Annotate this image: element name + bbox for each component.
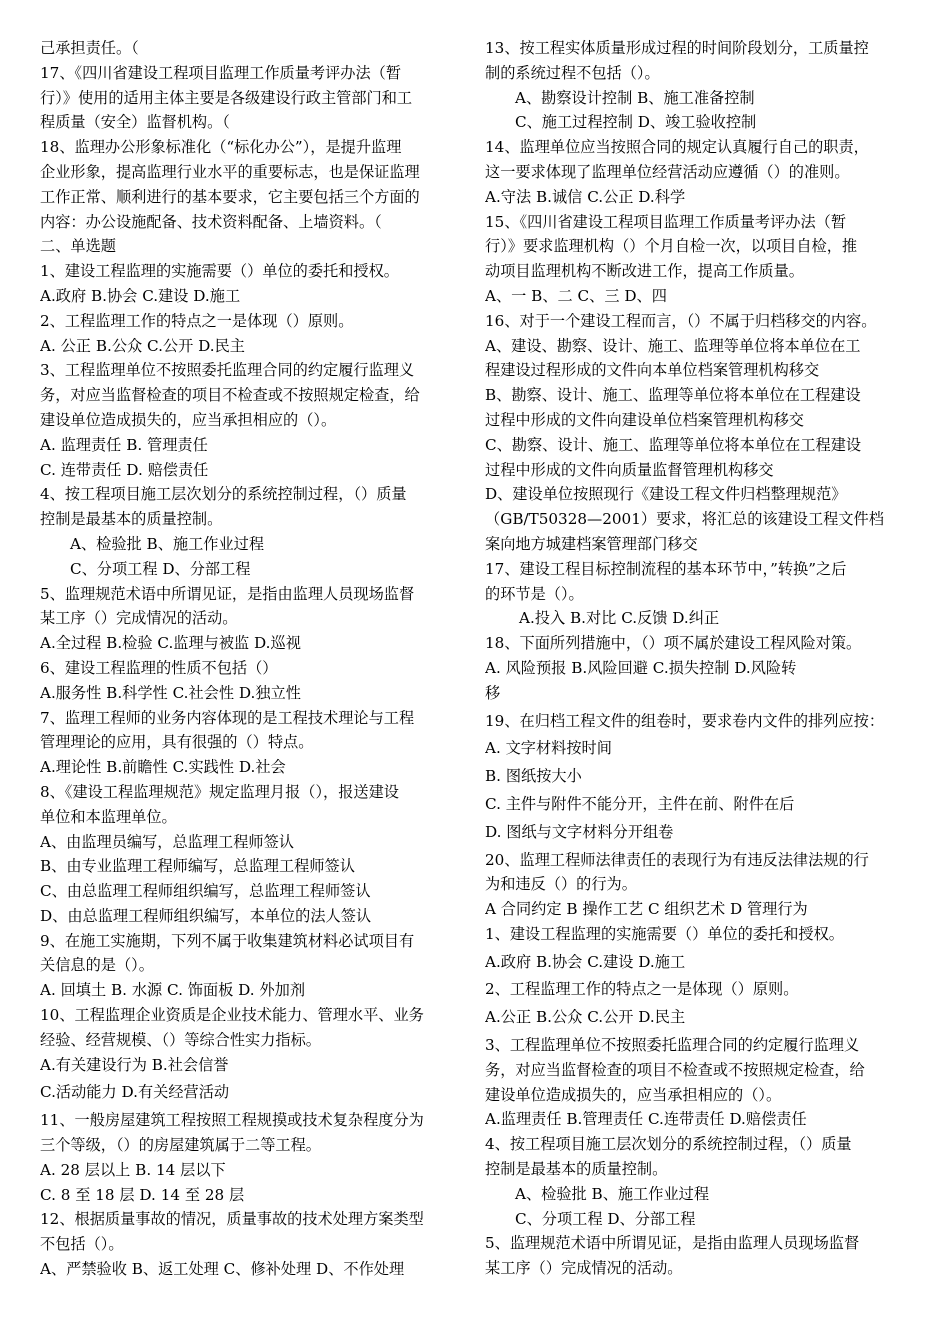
- text-line: 14、监理单位应当按照合同的规定认真履行自己的职责，: [485, 138, 869, 157]
- text-line: A.监理责任 B.管理责任 C.连带责任 D.赔偿责任: [485, 1110, 807, 1129]
- text-line: 18、监理办公形象标准化（“标化办公”），是提升监理: [40, 138, 402, 157]
- text-line: 9、在施工实施期，下列不属于收集建筑材料必试项目有: [40, 931, 415, 950]
- text-line: 务，对应当监督检查的项目不检查或不按照规定检查，给: [485, 1060, 865, 1079]
- text-line: 建设单位造成损失的，应当承担相应的（）。: [485, 1085, 782, 1104]
- text-line: 三个等级，（）的房屋建筑属于二等工程。: [40, 1136, 321, 1155]
- text-line: A.服务性 B.科学性 C.社会性 D.独立性: [40, 683, 301, 702]
- right-column: [485, 36, 921, 1281]
- text-line: 4、按工程项目施工层次划分的系统控制过程，（）质量: [485, 1135, 852, 1154]
- text-line: 内容：办公设施配备、技术资料配备、上墙资料。（: [40, 212, 382, 231]
- text-line: 的环节是（）。: [485, 584, 584, 603]
- text-line: 某工序（）完成情况的活动。: [40, 609, 238, 628]
- text-line: A. 公正 B.公众 C.公开 D.民主: [40, 336, 245, 355]
- text-line: 8、《建设工程监理规范》规定监理月报（），报送建设: [40, 782, 399, 801]
- text-line: A.政府 B.协会 C.建设 D.施工: [485, 952, 686, 971]
- text-line: C、勘察、设计、施工、监理等单位将本单位在工程建设: [485, 435, 862, 454]
- text-line: 某工序（）完成情况的活动。: [485, 1259, 683, 1278]
- text-line: 1、建设工程监理的实施需要（）单位的委托和授权。: [485, 924, 844, 943]
- text-line: （GB/T50328—2001）要求，将汇总的该建设工程文件档: [485, 510, 884, 529]
- text-line: 15、《四川省建设工程项目监理工作质量考评办法（暂: [485, 212, 847, 231]
- text-line: 5、监理规范术语中所谓见证，是指由监理人员现场监督: [40, 584, 415, 603]
- text-line: 1、建设工程监理的实施需要（）单位的委托和授权。: [40, 262, 399, 281]
- text-line: A. 监理责任 B. 管理责任: [40, 435, 208, 454]
- text-line: 11、一般房屋建筑工程按照工程规摸或技术复杂程度分为: [40, 1111, 424, 1130]
- text-line: 管理理论的应用，具有很强的（）特点。: [40, 733, 314, 752]
- text-line: 行）》要求监理机构（）个月自检一次，以项目自检，推: [485, 237, 858, 256]
- text-line: A、检验批 B、施工作业过程: [70, 534, 265, 553]
- text-line: A.投入 B.对比 C.反馈 D.纠正: [519, 609, 720, 628]
- text-line: 16、对于一个建设工程而言，（）不属于归档移交的内容。: [485, 311, 877, 330]
- text-line: 经验、经营规模、（）等综合性实力指标。: [40, 1030, 321, 1049]
- text-line: 过程中形成的文件向建设单位档案管理机构移交: [485, 410, 804, 429]
- text-line: 10、工程监理企业资质是企业技术能力、管理水平、业务: [40, 1006, 424, 1025]
- text-line: A. 回填土 B. 水源 C. 饰面板 D. 外加剂: [40, 981, 306, 1000]
- text-line: A. 28 层以上 B. 14 层以下: [40, 1160, 226, 1179]
- text-line: 控制是最基本的质量控制。: [40, 510, 223, 529]
- text-line: C. 连带责任 D. 赔偿责任: [40, 460, 209, 479]
- text-line: D、由总监理工程师组织编写，本单位的法人签认: [40, 906, 372, 925]
- left-column: [40, 36, 466, 1282]
- text-line: 制的系统过程不包括（）。: [485, 63, 660, 82]
- text-line: 6、建设工程监理的性质不包括（）: [40, 658, 278, 677]
- text-line: C.活动能力 D.有关经营活动: [40, 1083, 230, 1102]
- text-line: 19、在归档工程文件的组卷时，要求卷内文件的排列应按：: [485, 711, 885, 730]
- text-line: B. 图纸按大小: [485, 767, 582, 786]
- text-line: 行）》使用的适用主体主要是各级建设行政主管部门和工: [40, 88, 413, 107]
- text-line: 关信息的是（）。: [40, 956, 154, 975]
- text-line: C. 主件与附件不能分开，主件在前、附件在后: [485, 794, 795, 813]
- text-line: A、检验批 B、施工作业过程: [515, 1184, 710, 1203]
- text-line: A、由监理员编写，总监理工程师签认: [40, 832, 294, 851]
- text-line: 这一要求体现了监理单位经营活动应遵循（）的准则。: [485, 162, 850, 181]
- text-line: C、施工过程控制 D、竣工验收控制: [515, 113, 757, 132]
- text-line: 20、监理工程师法律责任的表现行为有违反法律法规的行: [485, 850, 869, 869]
- text-line: 移: [485, 683, 501, 702]
- text-line: A、勘察设计控制 B、施工准备控制: [515, 88, 755, 107]
- text-line: C、由总监理工程师组织编写，总监理工程师签认: [40, 882, 371, 901]
- text-line: 17、建设工程目标控制流程的基本环节中，”转换”之后: [485, 559, 847, 578]
- text-line: A.全过程 B.检验 C.监理与被监 D.巡视: [40, 634, 301, 653]
- text-line: 工作正常、顺利进行的基本要求，它主要包括三个方面的: [40, 187, 420, 206]
- text-line: A.理论性 B.前瞻性 C.实践性 D.社会: [40, 758, 286, 777]
- text-line: A、严禁验收 B、返工处理 C、修补处理 D、不作处理: [40, 1260, 405, 1279]
- text-line: 企业形象，提高监理行业水平的重要标志，也是保证监理: [40, 162, 420, 181]
- text-line: 己承担责任。（: [40, 39, 139, 57]
- text-line: 5、监理规范术语中所谓见证，是指由监理人员现场监督: [485, 1234, 860, 1253]
- text-line: 3、工程监理单位不按照委托监理合同的约定履行监理义: [485, 1036, 860, 1055]
- text-line: 程质量（安全）监督机构。（: [40, 113, 230, 132]
- text-line: A.政府 B.协会 C.建设 D.施工: [40, 286, 241, 305]
- text-line: 单位和本监理单位。: [40, 807, 177, 826]
- text-line: 不包括（）。: [40, 1235, 124, 1254]
- text-line: 2、工程监理工作的特点之一是体现（）原则。: [485, 980, 799, 999]
- text-line: B、勘察、设计、施工、监理等单位将本单位在工程建设: [485, 386, 861, 405]
- text-line: A.公正 B.公众 C.公开 D.民主: [485, 1008, 686, 1027]
- text-line: 13、按工程实体质量形成过程的时间阶段划分，工质量控: [485, 39, 869, 57]
- text-line: 二、单选题: [40, 237, 116, 256]
- text-line: 为和违反（）的行为。: [485, 875, 637, 894]
- text-line: 控制是最基本的质量控制。: [485, 1160, 668, 1179]
- text-line: D、建设单位按照现行《建设工程文件归档整理规范》: [485, 485, 847, 504]
- text-line: 2、工程监理工作的特点之一是体现（）原则。: [40, 311, 354, 330]
- text-line: 过程中形成的文件向质量监督管理机构移交: [485, 460, 774, 479]
- text-line: 案向地方城建档案管理部门移交: [485, 534, 698, 553]
- text-line: 12、根据质量事故的情况，质量事故的技术处理方案类型: [40, 1210, 424, 1229]
- text-line: 3、工程监理单位不按照委托监理合同的约定履行监理义: [40, 361, 415, 380]
- text-line: A.有关建设行为 B.社会信誉: [40, 1055, 229, 1074]
- text-line: 7、监理工程师的业务内容体现的是工程技术理论与工程: [40, 708, 415, 727]
- text-line: 务，对应当监督检查的项目不检查或不按照规定检查，给: [40, 386, 420, 405]
- text-line: C. 8 至 18 层 D. 14 至 28 层: [40, 1185, 245, 1204]
- text-line: A. 风险预报 B.风险回避 C.损失控制 D.风险转: [485, 658, 797, 677]
- text-line: B、由专业监理工程师编写，总监理工程师签认: [40, 857, 355, 876]
- text-line: 建设单位造成损失的，应当承担相应的（）。: [40, 410, 337, 429]
- text-line: A、一 B、二 C、三 D、四: [485, 286, 667, 305]
- text-line: A 合同约定 B 操作工艺 C 组织艺术 D 管理行为: [485, 900, 808, 919]
- text-line: 4、按工程项目施工层次划分的系统控制过程，（）质量: [40, 485, 407, 504]
- text-line: A. 文字材料按时间: [485, 739, 612, 758]
- text-line: 程建设过程形成的文件向本单位档案管理机构移交: [485, 361, 820, 380]
- text-line: 18、下面所列措施中，（）项不属於建设工程风险对策。: [485, 634, 862, 653]
- text-line: 17、《四川省建设工程项目监理工作质量考评办法（暂: [40, 63, 402, 82]
- text-line: C、分项工程 D、分部工程: [70, 559, 251, 578]
- text-line: C、分项工程 D、分部工程: [515, 1209, 696, 1228]
- text-line: D. 图纸与文字材料分开组卷: [485, 822, 674, 841]
- text-line: A、建设、勘察、设计、施工、监理等单位将本单位在工: [485, 336, 861, 355]
- text-line: 动项目监理机构不断改进工作，提高工作质量。: [485, 262, 804, 281]
- text-line: A.守法 B.诚信 C.公正 D.科学: [485, 187, 686, 206]
